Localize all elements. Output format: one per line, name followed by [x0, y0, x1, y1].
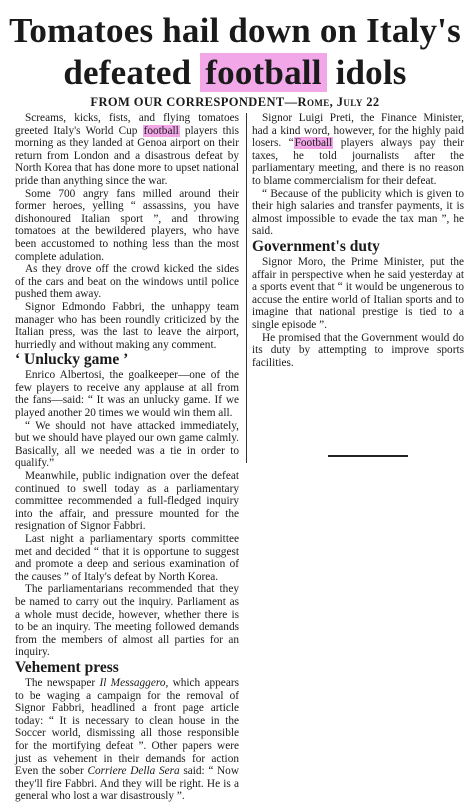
paragraph: The parliamentarians recommended that they be named to carry out the inquiry. Parliament as a whole must decide, however, whether there is to be an inquiry. The meeting followed demands from the members of almost all parties for an inquiry. — [15, 583, 239, 659]
text: The newspaper — [25, 676, 100, 689]
paragraph: Signor Edmondo Fabbri, the unhappy team manager who has been roundly criticized by the Italian press, was the last to leave the airport, hurriedly and without making any comment. — [15, 300, 239, 351]
paragraph: Enrico Albertosi, the goalkeeper—one of the few players to receive any applause at all from the fans—said: “ It was an unlucky game. If we played another 20 times we would win them all. — [15, 369, 239, 420]
paragraph: He promised that the Government would do its duty by attempting to improve sports facilities. — [252, 331, 464, 369]
paragraph: As they drove off the crowd kicked the sides of the cars and beat on the windows until police pushed them away. — [15, 263, 239, 301]
paragraph: Last night a parliamentary sports committee met and decided “ that it is opportune to suggest and promote a deep and serious examination of the causes ” of Italy's defeat by North Korea. — [15, 533, 239, 583]
paragraph: Some 700 angry fans milled around their former heroes, yelling “ assassins, you have dishonoured Italian sport ”, and throwing tomatoes at the bewildered players, who have been accustomed to nothing less than the most complete adulation. — [15, 187, 239, 263]
paragraph: Meanwhile, public indignation over the defeat continued to swell today as a parliamentary committee recommended a full-fledged inquiry into the affair, and pressure mounted for the resignation of Signor Fabbri. — [15, 470, 239, 533]
paragraph: “ Because of the publicity which is given to their high salaries and transfer payments, it is almost impossible to evade the tax man ”, he said. — [252, 187, 464, 238]
paragraph — [15, 112, 239, 188]
byline-source: FROM OUR CORRESPONDENT— — [90, 95, 298, 109]
subheading: Vehement press — [15, 658, 119, 676]
byline-place-date: Rome, July 22 — [297, 95, 380, 109]
highlighted-term: Football — [294, 137, 333, 150]
subheading: ‘ Unlucky game ’ — [15, 351, 129, 369]
text: said: “ Now they'll fire Fabbri. And they will be right. He is a general who lost a war disastrously ”. — [15, 765, 239, 803]
newspaper-name: Corriere Della Sera — [87, 765, 180, 778]
headline-text: idols — [326, 53, 407, 92]
newspaper-name: Il Messaggero — [99, 676, 166, 689]
text: players always pay their taxes, he told journalists after the parliamentary meeting, and there is no reason to blame commercialism for their defeat. — [252, 137, 464, 187]
paragraph: Signor Moro, the Prime Minister, put the affair in perspective when he said yesterday at a sports event that “ it would be ungenerous to accuse the entire world of Italian sports and to imagine that national prestige is tied to a single episode ”. — [252, 255, 464, 331]
paragraph — [15, 677, 239, 803]
subheading: Government's duty — [252, 237, 380, 255]
text: , which appears to be waging a campaign for the removal of Signor Fabbri, headlined a front page article today: “ It is necessary to clean house in the Soccer world, dismissing all those responsible for the mortifying defeat ”. Other papers were just as vehement in their demands for action Even the sober — [15, 676, 239, 778]
article-column-1 — [15, 112, 239, 803]
byline — [0, 95, 470, 110]
article-column-2 — [252, 112, 464, 369]
headline-line-1: Tomatoes hail down on Italy's — [9, 11, 461, 50]
paragraph — [252, 112, 464, 188]
text: Screams, kicks, fists, and flying tomatoes greeted Italy's World Cup — [15, 112, 239, 137]
text: players this morning as they landed at Genoa airport on their return from London and a disastrous defeat by North Korea that has done more to upset national pride than anything since the war. — [15, 124, 239, 187]
paragraph: “ We should not have attacked immediately, but we should have played our own game calmly. Basically, all we needed was a tie in order to qualify.” — [15, 419, 239, 470]
headline-text: defeated — [63, 53, 201, 92]
highlighted-term: football — [143, 124, 179, 137]
column-divider — [246, 113, 247, 463]
text: Signor Luigi Preti, the Finance Minister, had a kind word, however, for the highly paid losers. “ — [252, 112, 464, 150]
headline-line-2 — [0, 52, 470, 94]
end-rule — [328, 455, 408, 457]
highlighted-term: football — [200, 53, 326, 92]
